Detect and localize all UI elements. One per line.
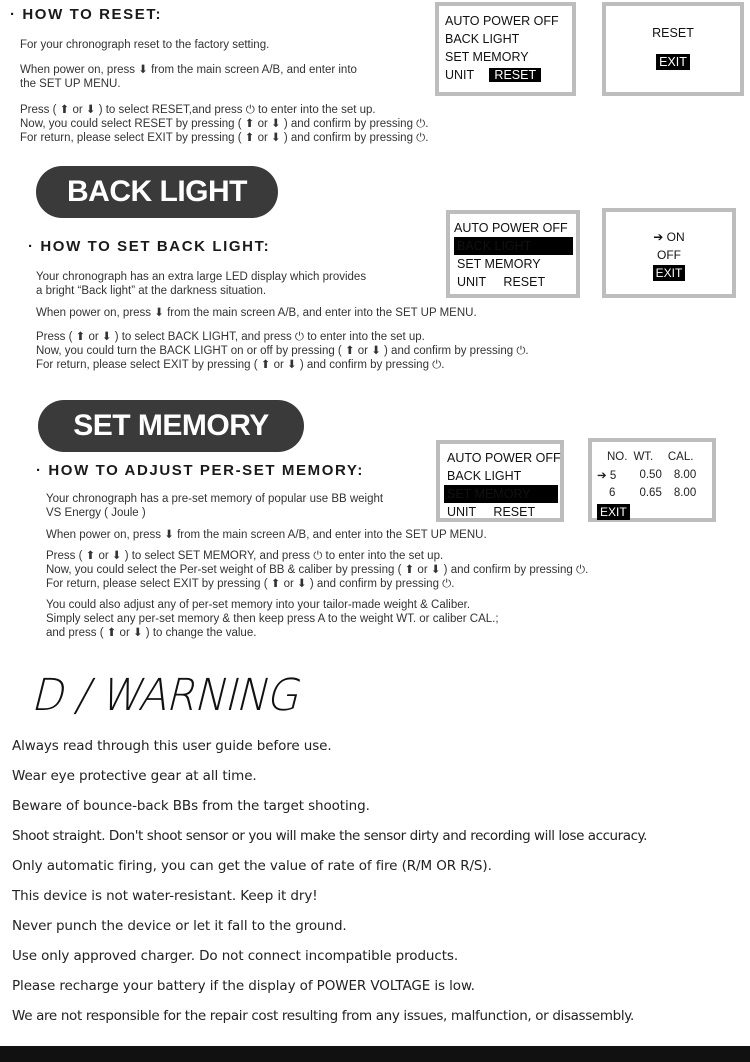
menu-item-back-light: BACK LIGHT bbox=[445, 32, 520, 46]
reset-paragraph-1 bbox=[20, 38, 269, 52]
reset-line: For return, please select EXIT by pressing ( ⬆ or ⬇ ) and confirm by pressing ⏻. bbox=[20, 132, 429, 144]
reset-paragraph-2 bbox=[20, 63, 357, 91]
memory-col-wt: WT. bbox=[633, 451, 654, 463]
backlight-paragraph-1 bbox=[36, 270, 366, 298]
menu-item-reset: RESET bbox=[503, 275, 546, 289]
memory-banner-text: SET MEMORY bbox=[73, 409, 269, 442]
menu-item-auto-power-off: AUTO POWER OFF bbox=[454, 221, 568, 235]
memory-cell-no: ➔ 5 bbox=[597, 470, 617, 482]
footer-bar bbox=[0, 1046, 750, 1062]
backlight-paragraph-2 bbox=[36, 306, 477, 320]
list-item: Beware of bounce-back BBs from the target shooting. bbox=[12, 798, 370, 814]
menu-item-unit: UNIT bbox=[445, 68, 474, 82]
list-item: Wear eye protective gear at all time. bbox=[12, 768, 257, 784]
memory-line: Now, you could select the Per-set weight of BB & caliber by pressing ( ⬆ or ⬇ ) and confirm by pressing ⏻. bbox=[46, 564, 589, 576]
reset-confirm-display bbox=[602, 2, 744, 96]
list-item: Please recharge your battery if the display of POWER VOLTAGE is low. bbox=[12, 978, 475, 994]
reset-menu-display bbox=[435, 2, 576, 96]
backlight-line: Now, you could turn the BACK LIGHT on or off by pressing ( ⬆ or ⬇ ) and confirm by pressing ⏻. bbox=[36, 345, 529, 357]
memory-col-cal: CAL. bbox=[667, 451, 694, 463]
menu-item-unit: UNIT bbox=[457, 275, 486, 289]
table-row bbox=[597, 466, 702, 484]
memory-cell-cal: 8.00 bbox=[673, 469, 697, 481]
list-item: Never punch the device or let it fall to the ground. bbox=[12, 918, 347, 934]
memory-paragraph-3 bbox=[46, 549, 588, 591]
memory-table-display bbox=[588, 438, 716, 522]
warning-title: D / WARNING bbox=[27, 670, 307, 721]
backlight-option-off: OFF bbox=[657, 248, 681, 262]
reset-line: Now, you could select RESET by pressing ( ⬆ or ⬇ ) and confirm by pressing ⏻. bbox=[20, 118, 429, 130]
backlight-banner bbox=[36, 166, 278, 218]
memory-cell-no: 6 bbox=[609, 487, 616, 499]
reset-paragraph-3 bbox=[20, 103, 428, 145]
reset-line: For your chronograph reset to the factory setting. bbox=[20, 39, 270, 51]
reset-heading: · HOW TO RESET: bbox=[10, 6, 163, 23]
menu-item-reset-selected: RESET bbox=[489, 68, 541, 82]
memory-cell-cal: 8.00 bbox=[673, 487, 697, 499]
menu-item-unit: UNIT bbox=[447, 505, 476, 519]
memory-line: You could also adjust any of per-set memory into your tailor-made weight & Caliber. bbox=[46, 599, 471, 611]
memory-table-header bbox=[597, 448, 702, 466]
menu-item-unit-reset bbox=[444, 503, 558, 521]
memory-line: VS Energy ( Joule ) bbox=[46, 507, 146, 519]
reset-line: Press ( ⬆ or ⬇ ) to select RESET,and press ⏻ to enter into the set up. bbox=[20, 104, 376, 116]
reset-line: the SET UP MENU. bbox=[20, 78, 121, 90]
backlight-line: a bright “Back light” at the darkness situation. bbox=[36, 285, 267, 297]
backlight-paragraph-3 bbox=[36, 330, 529, 372]
memory-paragraph-1 bbox=[46, 492, 383, 520]
menu-item-set-memory: SET MEMORY bbox=[445, 50, 529, 64]
backlight-heading: · HOW TO SET BACK LIGHT: bbox=[28, 238, 271, 255]
memory-cell-wt: 0.50 bbox=[639, 469, 662, 481]
memory-heading: · HOW TO ADJUST PER-SET MEMORY: bbox=[36, 462, 364, 479]
reset-line: When power on, press ⬇ from the main screen A/B, and enter into bbox=[20, 64, 357, 76]
list-item: Only automatic firing, you can get the value of rate of fire (R/M OR R/S). bbox=[12, 858, 492, 874]
table-row bbox=[597, 484, 702, 502]
memory-cell-wt: 0.65 bbox=[639, 487, 662, 499]
memory-line: When power on, press ⬇ from the main screen A/B, and enter into the SET UP MENU. bbox=[46, 529, 487, 541]
warning-list bbox=[12, 738, 647, 1038]
memory-line: Simply select any per-set memory & then keep press A to the weight WT. or caliber CAL.; bbox=[46, 613, 499, 625]
memory-table-exit: EXIT bbox=[597, 504, 630, 520]
memory-line: Press ( ⬆ or ⬇ ) to select SET MEMORY, and press ⏻ to enter into the set up. bbox=[46, 550, 444, 562]
backlight-banner-text: BACK LIGHT bbox=[67, 175, 247, 208]
list-item: We are not responsible for the repair cost resulting from any issues, malfunction, or disassembly. bbox=[12, 1008, 634, 1024]
memory-banner bbox=[38, 400, 304, 452]
menu-item-set-memory: SET MEMORY bbox=[457, 257, 541, 271]
backlight-option-exit: EXIT bbox=[653, 265, 686, 281]
menu-item-back-light-selected: BACK LIGHT bbox=[454, 237, 573, 255]
memory-menu-display bbox=[436, 440, 564, 522]
backlight-line: For return, please select EXIT by pressing ( ⬆ or ⬇ ) and confirm by pressing ⏻. bbox=[36, 359, 445, 371]
menu-item-set-memory-selected: SET MEMORY bbox=[444, 485, 558, 503]
reset-screen-exit: EXIT bbox=[656, 54, 690, 70]
memory-paragraph-4 bbox=[46, 598, 499, 640]
list-item: Use only approved charger. Do not connect incompatible products. bbox=[12, 948, 459, 964]
memory-line: For return, please select EXIT by pressing ( ⬆ or ⬇ ) and confirm by pressing ⏻. bbox=[46, 578, 455, 590]
menu-item-auto-power-off: AUTO POWER OFF bbox=[447, 451, 561, 465]
menu-item-reset: RESET bbox=[493, 505, 536, 519]
list-item: Always read through this user guide before use. bbox=[12, 738, 332, 754]
backlight-menu-display bbox=[446, 210, 580, 298]
memory-line: Your chronograph has a pre-set memory of popular use BB weight bbox=[46, 493, 384, 505]
reset-screen-label: RESET bbox=[652, 26, 694, 40]
memory-col-no: NO. bbox=[607, 451, 628, 463]
backlight-option-on: ➔ ON bbox=[653, 230, 685, 244]
menu-item-back-light: BACK LIGHT bbox=[447, 469, 522, 483]
backlight-line: When power on, press ⬇ from the main screen A/B, and enter into the SET UP MENU. bbox=[36, 307, 477, 319]
list-item: Shoot straight. Don't shoot sensor or you will make the sensor dirty and recording will lose accuracy. bbox=[12, 828, 647, 844]
menu-item-auto-power-off: AUTO POWER OFF bbox=[445, 14, 559, 28]
list-item: This device is not water-resistant. Keep it dry! bbox=[12, 888, 318, 904]
backlight-line: Your chronograph has an extra large LED display which provides bbox=[36, 271, 367, 283]
memory-table bbox=[597, 448, 702, 502]
memory-line: and press ( ⬆ or ⬇ ) to change the value. bbox=[46, 627, 257, 639]
menu-item-unit-reset bbox=[445, 66, 572, 84]
backlight-line: Press ( ⬆ or ⬇ ) to select BACK LIGHT, and press ⏻ to enter into the set up. bbox=[36, 331, 425, 343]
menu-item-unit-reset bbox=[454, 273, 573, 291]
memory-paragraph-2 bbox=[46, 528, 487, 542]
backlight-option-display bbox=[602, 208, 736, 298]
